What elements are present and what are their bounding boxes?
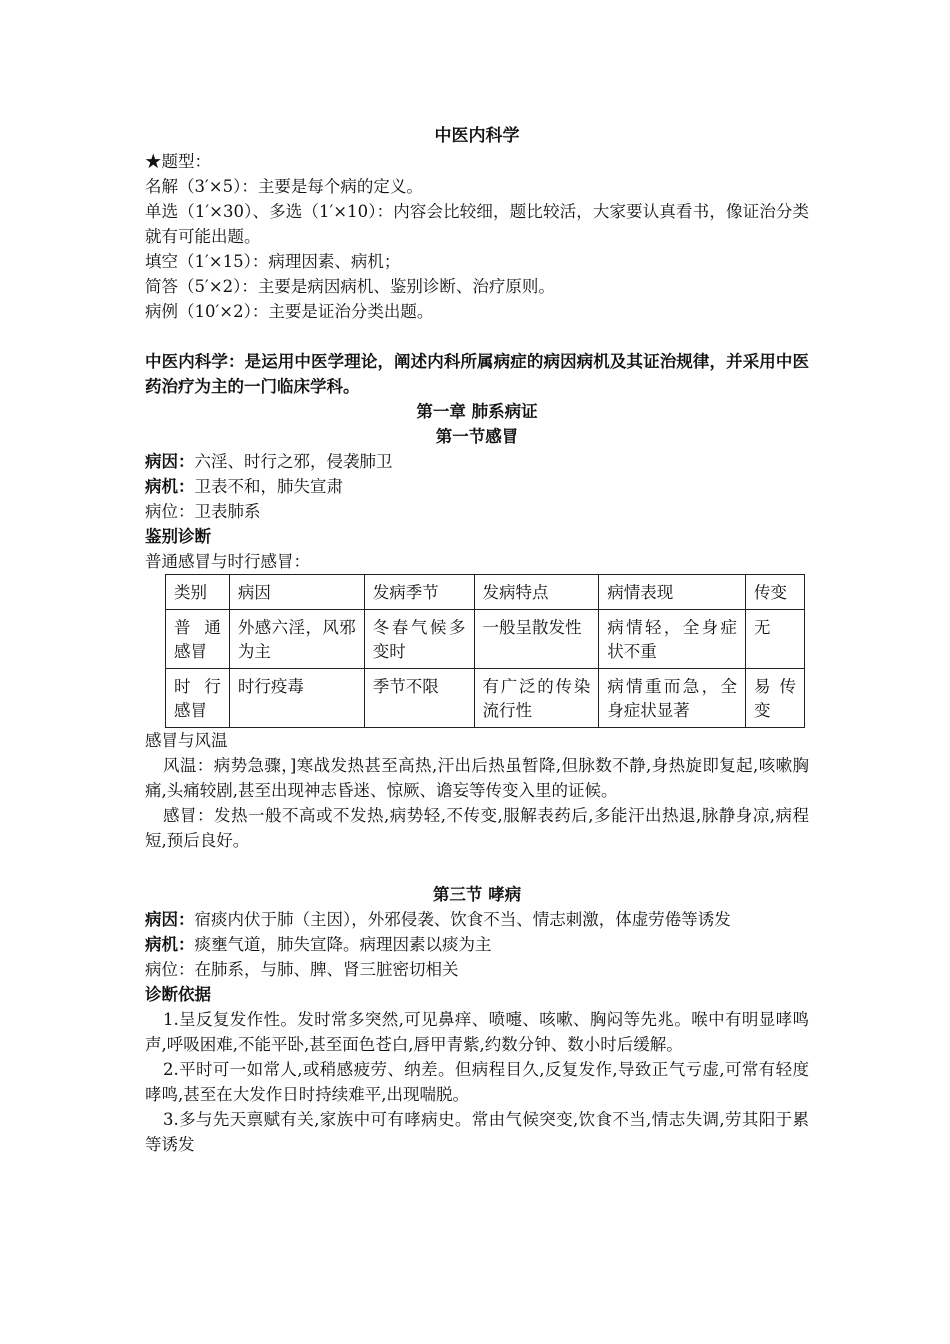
definition-label: 中医内科学：: [145, 352, 245, 371]
diagnosis-heading: 诊断依据: [145, 985, 211, 1004]
table-cell: 冬春气候多变时: [364, 610, 474, 669]
table-header-cell: 病情表现: [599, 575, 746, 610]
chapter-heading: 第一章 肺系病证: [416, 402, 538, 421]
section-heading: 第一节感冒: [435, 427, 519, 446]
table-row: [166, 669, 805, 728]
document-page: [145, 124, 809, 1157]
type-item: 名解（3′×5）：主要是每个病的定义。: [145, 177, 423, 196]
diagnosis-item: 2.平时可一如常人,或稍感疲劳、纳差。但病程目久,反复发作,导致正气亏虚,可常有轻度哮鸣,甚至在大发作日时持续难平,出现喘脱。: [145, 1060, 809, 1104]
table-cell: 一般呈散发性: [474, 610, 599, 669]
table-cell: 普通感冒: [166, 610, 230, 669]
table-cell: 季节不限: [364, 669, 474, 728]
table-cell: 病情重而急，全身症状显著: [599, 669, 746, 728]
diagnosis-item: 3.多与先天禀赋有关,家族中可有哮病史。常由气候突变,饮食不当,情志失调,劳其阳于累等诱发: [145, 1110, 809, 1154]
type-item: 单选（1′×30）、多选（1′×10）：内容会比较细，题比较活，大家要认真看书，像证治分类就有可能出题。: [145, 202, 809, 246]
cause-line: [145, 449, 809, 474]
cause-line: [145, 907, 809, 932]
mechanism-label: 病机：: [145, 477, 195, 496]
table-header-row: [166, 575, 805, 610]
table-header-cell: 传变: [746, 575, 805, 610]
table-cell: 病情轻，全身症状不重: [599, 610, 746, 669]
section-heading: 第三节 哮病: [432, 885, 522, 904]
fengwen-paragraph: 风温：病势急骤，]寒战发热甚至高热,汗出后热虽暂降,但脉数不静,身热旋即复起,咳嗽胸痛,头痛较剧,甚至出现神志昏迷、惊厥、谵妄等传变入里的证候。: [145, 756, 809, 800]
table-cell: 易传变: [746, 669, 805, 728]
mechanism-line: [145, 932, 809, 957]
location-line: 病位：在肺系，与肺、脾、肾三脏密切相关: [145, 960, 459, 979]
table-header-cell: 发病特点: [474, 575, 599, 610]
cause-label: 病因：: [145, 452, 195, 471]
mechanism-text: 卫表不和，肺失宣肃: [194, 477, 343, 496]
table-header-cell: 类别: [166, 575, 230, 610]
diagnosis-item: 1.呈反复发作性。发时常多突然,可见鼻痒、喷嚏、咳嗽、胸闷等先兆。喉中有明显哮鸣声,呼吸困难,不能平卧,甚至面色苍白,唇甲青紫,约数分钟、数小时后缓解。: [145, 1010, 809, 1054]
compare-heading-2: 感冒与风温: [145, 731, 228, 750]
mechanism-text: 痰壅气道，肺失宣降。病理因素以痰为主: [194, 935, 492, 954]
doc-title: 中医内科学: [434, 126, 520, 146]
mechanism-label: 病机：: [145, 935, 195, 954]
table-cell: 有广泛的传染流行性: [474, 669, 599, 728]
table-cell: 无: [746, 610, 805, 669]
differential-heading: 鉴别诊断: [145, 527, 211, 546]
ganmao-paragraph: 感冒：发热一般不高或不发热,病势轻,不传变,服解表药后,多能汗出热退,脉静身凉,病程短,预后良好。: [145, 806, 809, 850]
type-item: 病例（10′×2）：主要是证治分类出题。: [145, 302, 434, 321]
table-row: [166, 610, 805, 669]
comparison-table: [165, 574, 805, 728]
table-cell: 时行疫毒: [229, 669, 364, 728]
types-header: ★题型：: [145, 152, 211, 171]
table-header-cell: 发病季节: [364, 575, 474, 610]
type-item: 填空（1′×15）：病理因素、病机；: [145, 252, 401, 271]
table-header-cell: 病因: [229, 575, 364, 610]
compare-heading: 普通感冒与时行感冒：: [145, 552, 310, 571]
mechanism-line: [145, 474, 809, 499]
table-cell: 时行感冒: [166, 669, 230, 728]
definition-text: 是运用中医学理论，阐述内科所属病症的病因病机及其证治规律，并采用中医药治疗为主的一门临床学科。: [145, 352, 810, 396]
cause-text: 六淫、时行之邪，侵袭肺卫: [194, 452, 393, 471]
location-line: 病位：卫表肺系: [145, 502, 261, 521]
definition: [145, 349, 809, 399]
cause-text: 宿痰内伏于肺（主因），外邪侵袭、饮食不当、情志刺激，体虚劳倦等诱发: [194, 910, 731, 929]
type-item: 简答（5′×2）：主要是病因病机、鉴别诊断、治疗原则。: [145, 277, 555, 296]
table-cell: 外感六淫，风邪为主: [229, 610, 364, 669]
cause-label: 病因：: [145, 910, 195, 929]
